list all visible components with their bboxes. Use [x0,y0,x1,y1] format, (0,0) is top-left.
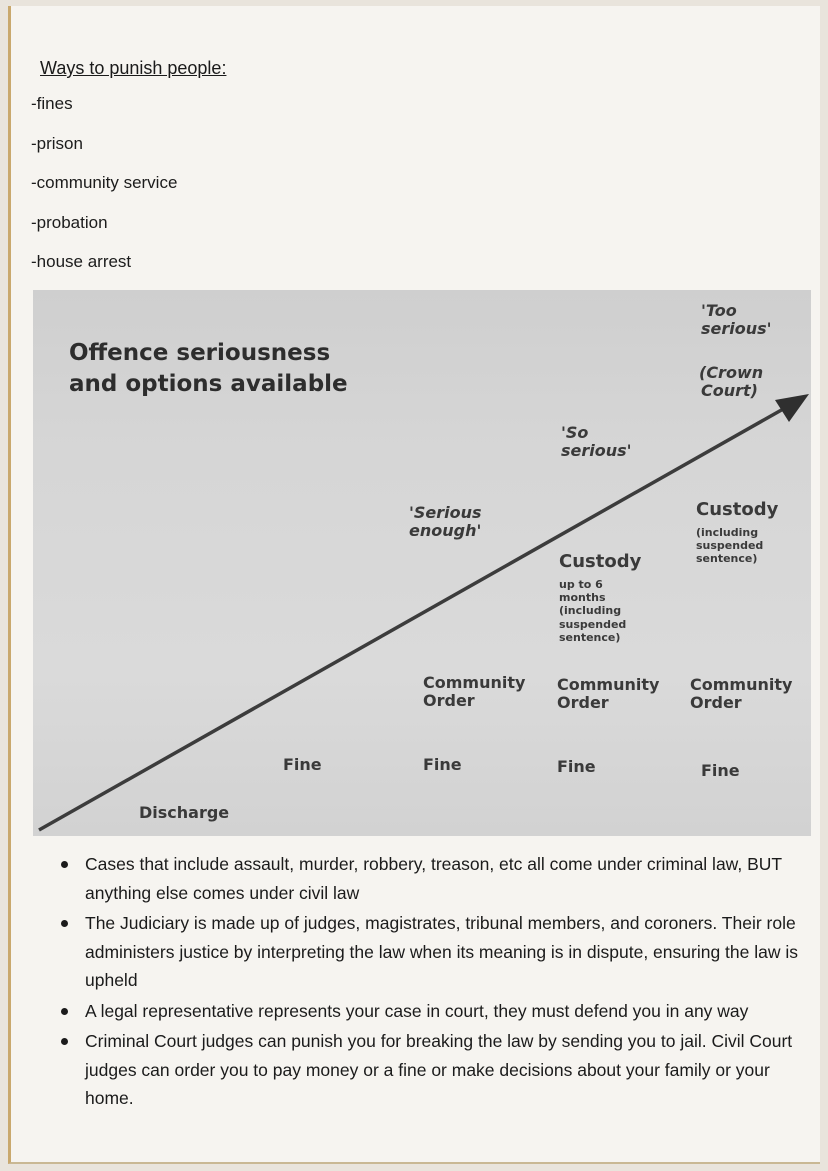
list-item: -fines [31,94,73,113]
punishment-list [31,94,177,292]
level-so-serious: 'So serious' [561,423,632,461]
list-item: Cases that include assault, murder, robbery, treason, etc all come under criminal law, BUT anything else comes under civil law [51,850,811,907]
option-discharge: Discharge [139,803,230,822]
list-item: A legal representative represents your case in court, they must defend you in any way [51,997,811,1026]
level-too-serious: 'Too serious' [701,301,772,339]
level-crown-court: (Crown Court) [699,363,764,401]
option-custody-6-months-note: up to 6 months (including suspended sentence) [559,578,627,644]
level-serious-enough: 'Serious enough' [409,503,482,541]
list-item: -house arrest [31,252,132,271]
bullet-icon [61,861,68,868]
option-community-order-3: Community Order [690,675,793,713]
option-community-order-1: Community Order [423,673,526,711]
option-custody-full-note: (including suspended sentence) [696,526,764,566]
bullet-icon [61,1038,68,1045]
document-page [8,6,820,1164]
option-custody-6-months: Custody [559,551,642,572]
seriousness-diagram [33,290,811,836]
bullet-icon [61,920,68,927]
arrow-head-icon [775,394,809,422]
option-custody-full: Custody [696,499,779,520]
diagram-title: Offence seriousness and options available [69,340,348,398]
arrow-line [39,408,785,830]
bullet-icon [61,1008,68,1015]
list-item: -probation [31,212,108,232]
list-item: Criminal Court judges can punish you for breaking the law by sending you to jail. Civil Court judges can order you to pay money or a fine or make decisions about your family or your home. [51,1027,811,1113]
option-fine-3: Fine [557,757,596,776]
option-fine-4: Fine [701,761,740,780]
notes-list [51,850,811,1115]
option-fine-2: Fine [423,755,462,774]
list-item: The Judiciary is made up of judges, magistrates, tribunal members, and coroners. Their role administers justice by interpreting the law when its meaning is in dispute, ensuring the law is upheld [51,909,811,995]
option-fine-1: Fine [283,755,322,774]
list-item: -prison [31,133,83,153]
page-heading: Ways to punish people: [40,58,227,78]
option-community-order-2: Community Order [557,675,660,713]
list-item: -community service [31,173,178,192]
